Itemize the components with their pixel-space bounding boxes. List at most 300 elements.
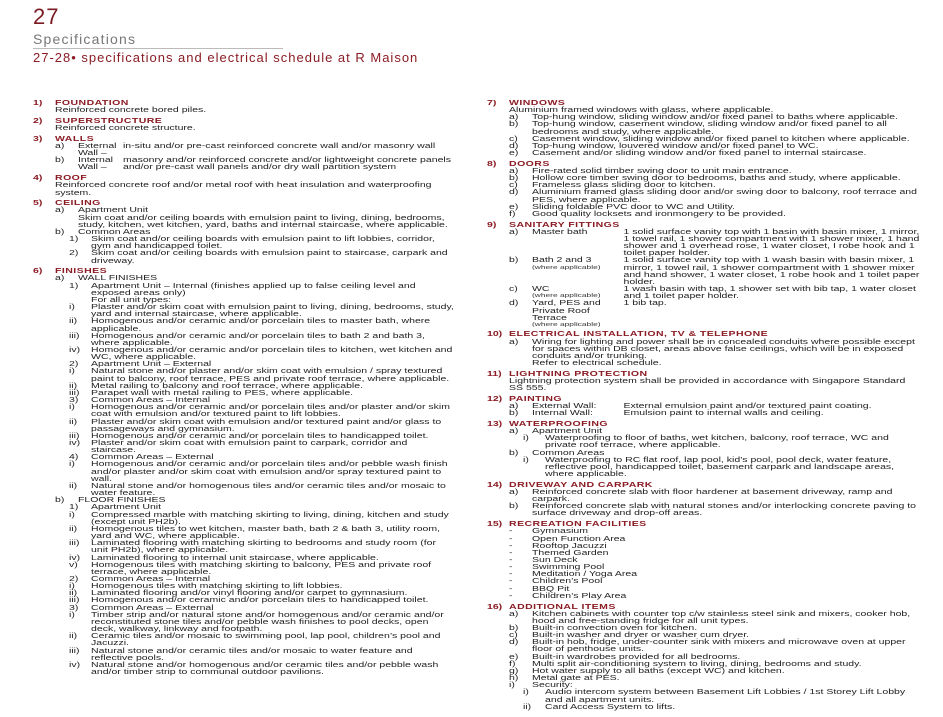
item-text: Open Function Area	[531, 535, 626, 543]
item-key	[532, 257, 624, 286]
item-label: iv)	[69, 554, 81, 562]
item-label: c)	[509, 286, 518, 294]
item-label: ii)	[69, 318, 78, 326]
spec-item	[33, 597, 455, 604]
spec-item	[33, 526, 455, 540]
item-text: Natural stone and/or homogenous and/or ceramic tiles and/or pebble wash and/or timber strip to communal outdoor pavilions.	[91, 661, 439, 676]
item-label: 3)	[69, 604, 79, 612]
spec-item	[33, 540, 455, 554]
item-label: b)	[509, 410, 519, 418]
page-number: 27	[33, 4, 60, 29]
item-label: b)	[509, 121, 519, 129]
item-text: Plaster and/or skim coat with emulsion paint to carpark, corridor and staircase.	[91, 440, 408, 455]
spec-item	[487, 189, 921, 203]
item-text: Built-in hob, fridge, under-counter sink with mixers and microwave oven at upper floor of penthouse units.	[531, 639, 906, 654]
spec-item	[33, 397, 455, 404]
item-label: a)	[509, 228, 519, 236]
spec-section	[487, 482, 921, 518]
item-text: Meditation / Yoga Area	[531, 571, 638, 579]
spec-item	[487, 339, 921, 360]
item-text: Natural stone and/or plaster and/or skim coat with emulsion / spray textured paint to balcony, roof terrace, PES and private roof terrace, where applicable.	[91, 368, 450, 383]
item-key-text: Master bath	[531, 228, 588, 236]
spec-item	[487, 625, 921, 632]
section-number: 1)	[33, 100, 43, 107]
item-text: Common Areas – Internal	[91, 397, 211, 405]
item-label: 2)	[69, 361, 79, 369]
spec-item	[487, 661, 921, 668]
section-heading	[487, 371, 921, 378]
item-text: Children’s Pool	[531, 578, 603, 586]
spec-item	[33, 605, 455, 612]
item-label: a)	[55, 142, 65, 150]
item-label: ii)	[69, 590, 78, 598]
item-text: Built-in convection oven for kitchen.	[531, 624, 698, 632]
spec-item	[33, 512, 455, 526]
spec-item	[487, 403, 921, 410]
item-label: iii)	[69, 597, 80, 605]
item-label: -	[509, 535, 513, 543]
section-number: 14)	[487, 481, 503, 489]
item-label: e)	[509, 203, 519, 211]
section-number: 13)	[487, 420, 503, 428]
item-label: -	[509, 578, 513, 586]
spec-section	[487, 604, 921, 711]
item-label: a)	[509, 114, 519, 122]
item-text: Laminated flooring with matching skirting to bedrooms and study room (for unit PH2b), where applicable.	[91, 540, 436, 555]
section-number: 6)	[33, 268, 43, 276]
spec-section	[487, 100, 921, 157]
spec-item	[487, 168, 921, 175]
section-heading	[487, 421, 921, 428]
item-key	[78, 157, 123, 171]
item-label: b)	[55, 497, 65, 505]
item-text: Skim coat and/or ceiling boards with emulsion paint to lift lobbies, corridor, gym and handicapped toilet.	[91, 236, 435, 251]
item-key-text: Internal Wall –	[77, 157, 114, 172]
item-text: Sun Deck	[531, 556, 578, 564]
item-text: Homogenous and/or ceramic and/or porcelain tiles to kitchen, wet kitchen and WC, where applicable.	[91, 346, 453, 362]
item-label: b)	[509, 175, 519, 183]
item-text: Rooftop Jacuzzi	[531, 542, 607, 550]
spec-paragraph	[487, 107, 921, 114]
item-label: i)	[523, 689, 529, 697]
item-text: Security:	[531, 682, 573, 690]
item-key-text: External Wall –	[77, 142, 117, 158]
item-text: 1 wash basin with tap, 1 shower set with bib tap, 1 water closet and 1 toilet paper holder.	[623, 286, 916, 301]
spec-item	[487, 536, 921, 543]
section-title: WINDOWS	[509, 100, 566, 107]
item-text: Apartment Unit	[531, 428, 603, 436]
spec-section	[487, 222, 921, 328]
item-text: Parapet wall with metal railing to PES, where applicable.	[91, 389, 354, 397]
spec-item	[33, 461, 455, 482]
spec-item	[487, 257, 921, 286]
item-label: -	[509, 549, 513, 557]
item-label: i)	[69, 511, 75, 519]
item-label: 3)	[69, 397, 79, 405]
spec-item	[33, 215, 455, 229]
spec-section	[487, 396, 921, 417]
item-text: Common Areas	[77, 228, 151, 236]
item-label: iii)	[69, 332, 80, 340]
item-text: Card Access System to lifts.	[545, 703, 676, 711]
item-label: e)	[509, 653, 519, 661]
item-label: i)	[69, 404, 75, 412]
section-heading	[33, 175, 455, 182]
item-label: c)	[509, 135, 518, 143]
item-text: Multi split air-conditioning system to living, dining, bedrooms and study.	[531, 660, 862, 668]
item-text: Casement window, sliding window and/or fixed panel to kitchen where applicable.	[531, 135, 910, 143]
section-title: FOUNDATION	[55, 100, 129, 107]
section-number: 7)	[487, 100, 497, 107]
item-label: ii)	[69, 482, 78, 490]
section-number: 11)	[487, 370, 502, 378]
spec-item	[33, 433, 455, 440]
section-number: 12)	[487, 395, 503, 403]
item-text: Aluminium framed glass sliding door and/or swing door to balcony, roof terrace and PES, where applicable.	[531, 189, 917, 204]
spec-item	[33, 583, 455, 590]
item-text: Reinforced concrete roof and/or metal roof with heat insulation and waterproofing system.	[55, 182, 432, 197]
item-text: Skim coat and/or ceiling boards with emulsion paint to living, dining, bedrooms, study, kitchen, wet kitchen, yard, baths and internal staircase, where applicable.	[77, 214, 448, 229]
item-key	[532, 229, 624, 258]
spec-item	[487, 593, 921, 600]
spec-item	[33, 318, 455, 332]
item-text: 1 bib tap.	[623, 300, 667, 308]
item-text: in-situ and/or pre-cast reinforced concrete wall and/or masonry wall	[122, 142, 436, 150]
spec-section	[33, 175, 455, 196]
item-key	[532, 300, 624, 327]
spec-item	[487, 611, 921, 625]
spec-item	[487, 689, 921, 703]
spec-section	[33, 118, 455, 132]
item-text: Plaster and/or skim coat with emulsion paint to living, dining, bedrooms, study, yard and internal staircase, where applicable.	[91, 304, 454, 319]
item-note: (where applicable)	[531, 321, 601, 328]
item-label: -	[509, 528, 513, 536]
item-key-text: External Wall:	[531, 403, 597, 411]
item-label: b)	[509, 257, 519, 265]
item-text: FLOOR FINISHES	[77, 497, 166, 505]
section-heading	[33, 118, 455, 125]
item-label: iv)	[69, 440, 81, 447]
spec-item	[33, 236, 455, 250]
spec-item	[33, 275, 455, 282]
item-label: d)	[509, 639, 519, 647]
section-heading	[487, 482, 921, 489]
item-text: BBQ Pit	[531, 585, 570, 593]
section-number: 8)	[487, 160, 497, 168]
item-label: c)	[509, 182, 518, 190]
spec-item	[33, 504, 455, 511]
section-title: FINISHES	[55, 268, 108, 276]
spec-item	[487, 543, 921, 550]
item-key	[532, 403, 624, 410]
item-text: Timber strip and/or natural stone and/or homogenous and/or ceramic and/or reconstituted stone tiles and/or pebble wash finishes to pool decks, open deck, walkway, linkway and footpath.	[91, 611, 444, 634]
item-text: Metal gate at PES.	[531, 675, 620, 683]
item-text: Apartment Unit – External	[91, 361, 212, 369]
section-heading	[487, 396, 921, 403]
item-label: b)	[509, 624, 519, 632]
item-text: Kitchen cabinets with counter top c/w stainless steel sink and mixers, cooker hob, hood and free-standing fridge for all unit types.	[531, 610, 911, 625]
spec-item	[487, 564, 921, 571]
spec-item	[33, 633, 455, 647]
spec-section	[487, 521, 921, 600]
left-column	[33, 100, 455, 680]
spec-item	[33, 440, 455, 454]
item-text: Apartment Unit	[77, 207, 149, 215]
item-text: Homogenous and/or ceramic and/or porcelain tiles to handicapped toilet.	[91, 432, 429, 440]
item-text: Laminated flooring and/or vinyl flooring and/or carpet to gymnasium.	[91, 590, 408, 598]
item-label: b)	[509, 449, 519, 457]
item-label: i)	[523, 435, 529, 443]
spec-item	[487, 136, 921, 143]
spec-item	[33, 361, 455, 368]
spec-item	[33, 590, 455, 597]
item-label: 1)	[69, 282, 79, 290]
item-label: a)	[509, 338, 519, 346]
item-text: Apartment Unit – Internal (finishes applied up to false ceiling level and exposed areas only)	[91, 282, 416, 297]
item-text: Reinforced concrete bored piles.	[55, 107, 207, 115]
item-text: Homogenous and/or ceramic and/or porcelain tiles and/or plaster and/or skim coat with emulsion and/or textured paint to lift lobbies.	[91, 404, 450, 419]
item-text: Waterproofing to floor of baths, wet kitchen, balcony, roof terrace, WC and private roof terrace, where applicable.	[545, 435, 889, 450]
section-heading	[487, 222, 921, 229]
spec-section	[33, 200, 455, 264]
item-label: i)	[523, 456, 529, 464]
spec-item	[487, 632, 921, 639]
item-label: iv)	[69, 346, 81, 354]
item-label: 4)	[69, 454, 79, 462]
spec-item	[487, 503, 921, 517]
spec-item	[33, 404, 455, 418]
section-title: SANITARY FITTINGS	[509, 221, 620, 229]
section-title: CEILING	[55, 200, 101, 208]
right-column	[487, 100, 921, 714]
spec-item	[33, 368, 455, 382]
item-label: b)	[509, 503, 519, 511]
spec-item	[487, 704, 921, 711]
spec-item	[33, 419, 455, 433]
spec-item	[487, 654, 921, 661]
item-text: Waterproofing to RC flat roof, lap pool, kid’s pool, pool deck, water feature, reflective pool, handicapped toilet, basement carpark and landscape areas, where applicable.	[545, 456, 895, 479]
spec-item	[33, 662, 455, 676]
section-title: SUPERSTRUCTURE	[55, 117, 163, 125]
section-number: 9)	[487, 221, 497, 229]
spec-section	[487, 331, 921, 367]
item-text: Refer to electrical schedule.	[531, 360, 662, 368]
spec-section	[33, 268, 455, 676]
item-text: Themed Garden	[531, 549, 609, 557]
spec-item	[33, 250, 455, 264]
item-label: ii)	[69, 633, 78, 641]
item-label: a)	[509, 403, 519, 411]
spec-item	[33, 229, 455, 236]
item-text: Plaster and/or skim coat with emulsion and/or textured paint and/or glass to passageways and gymnasium.	[91, 418, 442, 433]
item-text: Gymnasium	[531, 528, 588, 536]
spec-item	[487, 571, 921, 578]
spec-item	[487, 528, 921, 535]
section-heading	[487, 521, 921, 528]
item-text: 1 solid surface vanity top with 1 basin with basin mixer, 1 mirror, 1 towel rail, 1 shower compartment with 1 shower mixer, 1 hand shower and 1 overhead rose, 1 water closet, I robe hook and 1 toilet paper holder.	[623, 228, 920, 258]
item-label: -	[509, 592, 513, 600]
item-text: Homogenous and/or ceramic and/or porcelain tiles and/or pebble wash finish and/or plaster and/or skim coat with emulsion and/or spray textured paint to wall.	[91, 461, 448, 483]
item-label: h)	[509, 675, 519, 683]
section-heading	[487, 100, 921, 107]
spec-item	[487, 286, 921, 300]
section-number: 2)	[33, 117, 43, 125]
spec-item	[487, 229, 921, 258]
item-text: Common Areas	[531, 449, 605, 457]
item-label: c)	[509, 632, 518, 640]
item-text: Metal railing to balcony and roof terrace, where applicable.	[91, 382, 364, 390]
spec-item	[33, 207, 455, 214]
spec-item	[487, 175, 921, 182]
item-text: Aluminium framed windows with glass, where applicable.	[509, 107, 774, 115]
section-title: DRIVEWAY AND CARPARK	[509, 481, 653, 489]
page-title: Specifications	[33, 31, 137, 47]
spec-item	[487, 114, 921, 121]
item-text: Homogenous tiles with matching skirting to balcony, PES and private roof terrace, where applicable.	[91, 561, 432, 576]
spec-item	[487, 578, 921, 585]
item-text: Homogenous and/or ceramic and/or porcelain tiles to handicapped toilet.	[91, 597, 429, 605]
spec-item	[487, 450, 921, 457]
spec-item	[487, 550, 921, 557]
item-label	[69, 297, 91, 304]
item-label: ii)	[523, 703, 532, 711]
section-heading	[487, 331, 921, 338]
item-note: (where applicable)	[531, 293, 601, 300]
section-heading	[487, 161, 921, 168]
item-text: Homogenous tiles with matching skirting to lift lobbies.	[91, 583, 343, 591]
section-title: ELECTRICAL INSTALLATION, TV & TELEPHONE	[509, 331, 769, 339]
item-text: Top-hung window, casement window, sliding window and/or fixed panel to all bedrooms and study, where applicable.	[531, 121, 887, 136]
section-number: 10)	[487, 331, 503, 339]
item-label: d)	[509, 300, 519, 308]
item-label: i)	[69, 368, 75, 376]
spec-item	[33, 612, 455, 633]
item-label: ii)	[69, 525, 78, 533]
item-label: 2)	[69, 250, 79, 258]
spec-section	[33, 136, 455, 172]
item-text: Natural stone and/or homogenous tiles and/or ceramic tiles and/or mosaic to water feature.	[91, 482, 446, 498]
item-text: Natural stone and/or ceramic tiles and/or mosaic to water feature and reflective pools.	[91, 647, 413, 662]
item-label: v)	[69, 561, 78, 569]
item-text: Reinforced concrete slab with floor hardener at basement driveway, ramp and carpark.	[531, 488, 893, 504]
section-heading	[33, 268, 455, 275]
item-label: a)	[55, 207, 65, 215]
section-number: 5)	[33, 200, 43, 208]
spec-item	[33, 333, 455, 347]
item-text: Wiring for lighting and power shall be in concealed conduits where possible except for spaces within DB closet, areas above false ceilings, which will be in exposed conduits and/or trunking.	[531, 338, 915, 360]
item-label: ii)	[69, 382, 78, 390]
spec-item	[487, 675, 921, 682]
spec-paragraph	[33, 125, 455, 132]
item-label: f)	[509, 660, 516, 668]
item-label: iii)	[69, 647, 80, 655]
section-title: WATERPROOFING	[509, 420, 609, 428]
item-label: i)	[69, 583, 75, 591]
item-text: Homogenous and/or ceramic and/or porcelain tiles to master bath, where applicable.	[91, 318, 431, 333]
page-subtitle: 27-28• specifications and electrical schedule at R Maison	[33, 50, 419, 65]
item-label: i)	[69, 304, 75, 312]
section-title: LIGHTNING PROTECTION	[509, 370, 648, 378]
item-text: Ceramic tiles and/or mosaic to swimming pool, lap pool, children’s pool and Jacuzzi.	[91, 633, 441, 648]
item-text: External emulsion paint and/or textured paint coating.	[623, 403, 872, 411]
item-label: d)	[509, 142, 519, 150]
spec-item	[487, 682, 921, 689]
item-label: 2)	[69, 575, 79, 583]
section-title: ROOF	[55, 175, 88, 183]
section-title: ADDITIONAL ITEMS	[509, 603, 616, 611]
item-text: Good quality locksets and ironmongery to be provided.	[531, 210, 786, 218]
spec-section	[487, 421, 921, 478]
item-text: Common Areas – Internal	[91, 575, 211, 583]
spec-item	[487, 360, 921, 367]
spec-item	[487, 557, 921, 564]
spec-item	[487, 204, 921, 211]
item-label: a)	[509, 488, 519, 496]
spec-paragraph	[487, 378, 921, 392]
spec-section	[487, 371, 921, 392]
item-text: masonry and/or reinforced concrete and/or lightweight concrete panels and/or pre-cast wall panels and/or dry wall partition system	[122, 157, 452, 172]
spec-item	[33, 390, 455, 397]
spec-item	[487, 586, 921, 593]
item-label: a)	[55, 275, 65, 283]
item-text: Common Areas – External	[91, 604, 214, 612]
spec-item	[33, 497, 455, 504]
spec-section	[487, 161, 921, 218]
section-heading	[33, 136, 455, 143]
spec-item	[33, 143, 455, 157]
item-text: Compressed marble with matching skirting to living, dining, kitchen and study (except unit PH2b).	[91, 511, 449, 526]
item-text: Built-in wardrobes provided for all bedrooms.	[531, 653, 741, 661]
item-label: iii)	[69, 432, 80, 440]
item-label: 1)	[69, 236, 79, 244]
spec-item	[487, 489, 921, 503]
item-text: Children’s Play Area	[531, 592, 627, 600]
item-text: Reinforced concrete slab with natural stones and/or interlocking concrete paving to surface driveway and drop-off areas.	[531, 503, 917, 518]
item-label: d)	[509, 189, 519, 197]
item-label: iv)	[69, 661, 81, 669]
spec-item	[487, 639, 921, 653]
item-label: b)	[55, 228, 65, 236]
spec-paragraph	[33, 107, 455, 114]
item-key-text: WC	[531, 286, 550, 294]
item-text: Lightning protection system shall be provided in accordance with Singapore Standard SS 555.	[509, 378, 906, 393]
spec-item	[33, 648, 455, 662]
item-text: 1 solid surface vanity top with 1 wash basin with basin mixer, 1 mirror, 1 towel rail, 1 shower compartment with 1 shower mixer and hand shower, 1 water closet, 1 robe hook and 1 toilet paper holder.	[623, 257, 920, 286]
item-label: ii)	[69, 418, 78, 426]
spec-item	[487, 428, 921, 435]
section-title: DOORS	[509, 160, 550, 168]
item-label: iii)	[69, 540, 80, 548]
item-text: Top-hung window, sliding window and/or fixed panel to baths where applicable.	[531, 114, 898, 122]
item-text: Skim coat and/or ceiling boards with emulsion paint to staircase, carpark and driveway.	[91, 250, 448, 265]
spec-item	[33, 297, 455, 304]
item-label: e)	[509, 150, 519, 158]
item-label: -	[509, 571, 513, 579]
item-label: g)	[509, 667, 519, 675]
section-number: 3)	[33, 135, 43, 143]
item-text: Emulsion paint to internal walls and ceiling.	[623, 410, 824, 418]
item-text: Frameless glass sliding door to kitchen.	[531, 182, 716, 190]
spec-item	[33, 157, 455, 171]
spec-item	[487, 182, 921, 189]
section-number: 4)	[33, 175, 43, 183]
item-text: Reinforced concrete structure.	[55, 125, 196, 133]
item-label: a)	[509, 428, 519, 436]
item-label	[55, 215, 78, 229]
section-number: 16)	[487, 603, 503, 611]
section-heading	[487, 604, 921, 611]
item-text: Built-in washer and dryer or washer cum dryer.	[531, 632, 750, 640]
